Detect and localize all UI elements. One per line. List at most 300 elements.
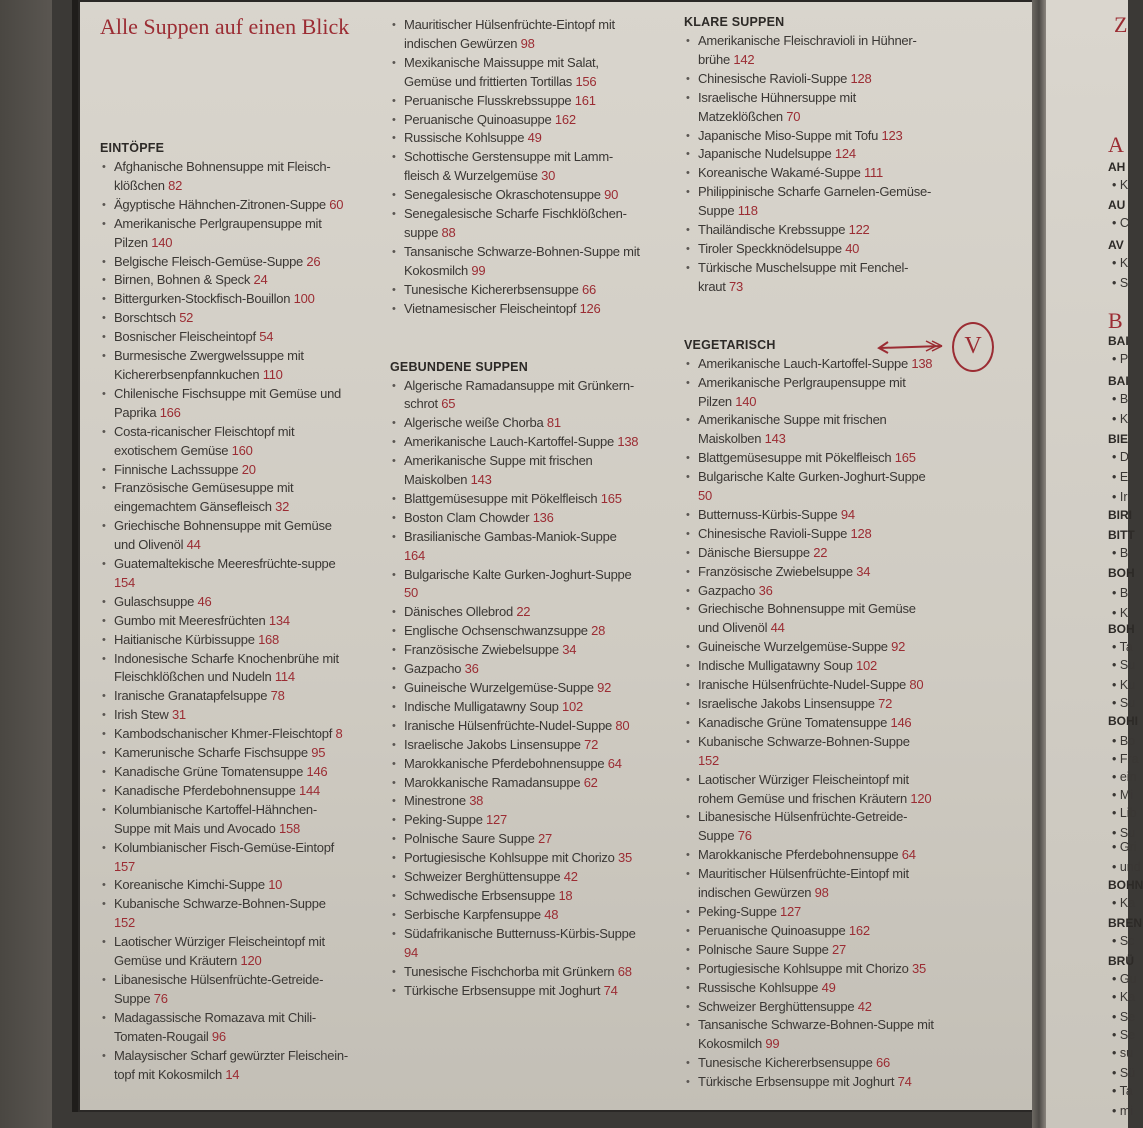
entry-page-number: 30 (541, 168, 556, 184)
entry-page-number: 88 (441, 224, 456, 240)
index-entry (100, 158, 350, 196)
entry-page-number: 34 (856, 563, 871, 579)
entry-page-number: 114 (274, 669, 295, 685)
entry-name: Portugiesische Kohlsuppe mit Chorizo (404, 850, 615, 866)
index-entry (684, 979, 934, 998)
entry-name: Israelische Hühnersuppe mit Matzeklößchen (698, 89, 856, 124)
entry-name: Südafrikanische Butternuss-Kürbis-Suppe (404, 925, 636, 941)
index-entry (684, 506, 934, 525)
entry-name: Chinesische Ravioli-Suppe (698, 70, 848, 86)
entry-page-number: 80 (909, 677, 924, 693)
next-page-heading-fragment: AU (1108, 198, 1126, 212)
index-entry (390, 129, 640, 148)
entry-name: Peking-Suppe (698, 903, 777, 919)
entry-name: Kanadische Pferdebohnensuppe (114, 782, 296, 798)
entry-page-number: 127 (780, 903, 801, 919)
entry-name: Irish Stew (114, 707, 169, 723)
entry-name: Costa-ricanischer Fleischtopf mit exotischem Gemüse (114, 423, 295, 458)
entry-name: Brasilianische Gambas-Maniok-Suppe (404, 528, 617, 544)
index-entry (684, 903, 934, 922)
entry-name: Russische Kohlsuppe (404, 130, 525, 146)
next-page-text-fragment: • Ku (1112, 678, 1136, 692)
entry-page-number: 64 (901, 847, 916, 863)
entry-name: Guineische Wurzelgemüse-Suppe (698, 639, 888, 655)
index-entry (390, 148, 640, 186)
entry-page-number: 154 (114, 574, 135, 590)
entry-page-number: 44 (770, 620, 785, 636)
index-entry (390, 698, 640, 717)
index-entry (684, 468, 934, 506)
entry-name: Tunesische Fischchorba mit Grünkern (404, 963, 615, 979)
next-page-text-fragment: • Su (1112, 826, 1136, 840)
entry-name: Butternuss-Kürbis-Suppe (698, 506, 838, 522)
entry-page-number: 162 (848, 922, 870, 938)
next-page-text-fragment: • Ir (1112, 490, 1128, 504)
index-entry (684, 600, 934, 638)
entry-name: Portugiesische Kohlsuppe mit Chorizo (698, 960, 909, 976)
entry-page-number: 35 (912, 960, 927, 976)
next-page-text-fragment: • Fra (1112, 752, 1139, 766)
entry-page-number: 81 (546, 415, 561, 431)
entry-name: Bittergurken-Stockfisch-Bouillon (114, 291, 291, 307)
entry-name: Malaysischer Scharf gewürzter Fleischein-topf mit Kokosmilch (114, 1047, 348, 1082)
entry-page-number: 36 (464, 661, 479, 677)
entry-name: Blattgemüsesuppe mit Pökelfleisch (698, 450, 892, 466)
entry-page-number: 102 (562, 698, 583, 714)
entry-name: Israelische Jakobs Linsensuppe (698, 696, 875, 711)
entry-name: Peruanische Quinoasuppe (404, 111, 552, 127)
entry-page-number: 62 (583, 774, 598, 790)
entry-name: Russische Kohlsuppe (698, 979, 819, 995)
next-page-text-fragment: • B (1112, 392, 1129, 406)
entry-page-number: 8 (335, 726, 343, 742)
entry-name: Tansanische Schwarze-Bohnen-Suppe mit Kokosmilch (404, 243, 640, 278)
entry-page-number: 128 (850, 525, 872, 541)
book-gutter (1032, 0, 1046, 1128)
entry-name: Japanische Nudelsuppe (698, 146, 832, 162)
entry-name: Dänische Biersuppe (698, 544, 810, 560)
entry-name: Gazpacho (404, 661, 462, 677)
index-entry (684, 240, 934, 259)
entry-name: Marokkanische Pferdebohnensuppe (698, 847, 899, 863)
entry-page-number: 165 (600, 490, 622, 506)
entry-name: Afghanische Bohnensuppe mit Fleischklößchen (114, 159, 331, 193)
entry-name: Amerikanische Perlgraupensuppe mit Pilzen (698, 374, 906, 409)
entry-name: Iranische Granatapfelsuppe (114, 688, 268, 704)
entry-page-number: 160 (231, 442, 253, 458)
index-entry (100, 876, 350, 895)
next-page-heading-fragment: BITT (1108, 528, 1135, 542)
entry-name: Türkische Erbsensuppe mit Joghurt (698, 1074, 895, 1090)
entry-page-number: 168 (258, 631, 280, 647)
next-page-text-fragment: • B (1112, 546, 1129, 560)
entry-page-number: 64 (607, 755, 622, 771)
index-entry (390, 92, 640, 111)
entry-name: Kamerunische Scharfe Fischsuppe (114, 745, 308, 761)
entry-name: Kolumbianischer Fisch-Gemüse-Eintopf (114, 839, 335, 855)
index-entry (100, 253, 350, 272)
entry-name: Laotischer Würziger Fleischeintopf mit Gemüse und Kräutern (114, 934, 325, 969)
next-page-heading-fragment: BOHN (1108, 878, 1143, 892)
vegetarian-v-badge: V (952, 322, 994, 372)
entry-name: Vietnamesischer Fleischeintopf (404, 300, 577, 316)
next-page-text-fragment: • K (1112, 412, 1129, 426)
entry-page-number: 22 (813, 544, 828, 560)
next-page-heading-fragment: BAI (1108, 374, 1129, 388)
index-entry (390, 603, 640, 622)
section-heading: EINTÖPFE (100, 141, 165, 155)
index-entry (100, 895, 350, 933)
entry-name: Indische Mulligatawny Soup (698, 658, 853, 674)
next-page-title: Z (1114, 12, 1128, 37)
entry-page-number: 123 (881, 127, 903, 143)
index-entry (684, 771, 934, 809)
entry-list (684, 355, 934, 1092)
index-entry (100, 461, 350, 480)
entry-page-number: 80 (615, 717, 630, 733)
entry-name: Kolumbianische Kartoffel-Hähnchen-Suppe mit Mais und Avocado (114, 801, 317, 836)
entry-name: Französische Zwiebelsuppe (404, 642, 559, 658)
index-entry (100, 290, 350, 309)
index-entry (100, 687, 350, 706)
entry-page-number: 42 (857, 998, 872, 1014)
index-entry (684, 582, 934, 601)
index-entry (684, 221, 934, 240)
next-page-text-fragment: • Bo (1112, 734, 1136, 748)
next-page-text-fragment: • Ka (1112, 990, 1136, 1004)
entry-name: Bulgarische Kalte Gurken-Joghurt-Suppe (404, 566, 632, 582)
next-page-heading-fragment: BAI (1108, 334, 1129, 348)
entry-page-number: 142 (733, 51, 755, 67)
entry-name: Minestrone (404, 793, 466, 809)
entry-name: Tansanische Schwarze-Bohnen-Suppe mit Kokosmilch (698, 1017, 934, 1052)
entry-name: Guatemaltekische Meeresfrüchte-suppe (114, 556, 336, 572)
entry-page-number: 127 (486, 812, 507, 828)
index-entry (100, 612, 350, 631)
next-page-text-fragment: • Se (1112, 1010, 1136, 1024)
entry-name: Schweizer Berghüttensuppe (404, 869, 561, 885)
entry-page-number: 40 (845, 240, 860, 256)
entry-name: Französische Zwiebelsuppe (698, 563, 853, 579)
entry-page-number: 26 (306, 253, 321, 269)
entry-page-number: 126 (579, 300, 601, 316)
entry-page-number: 98 (814, 885, 829, 901)
entry-page-number: 98 (520, 35, 535, 51)
index-entry (390, 982, 640, 1001)
index-entry (100, 971, 350, 1009)
index-entry (684, 1016, 934, 1054)
index-entry (684, 183, 934, 221)
entry-page-number: 76 (737, 828, 752, 844)
entry-name: Burmesische Zwergwelssuppe mit Kichererbsenpfannkuchen (114, 348, 304, 382)
entry-name: Gumbo mit Meeresfrüchten (114, 612, 266, 628)
entry-page-number: 120 (910, 790, 932, 806)
index-entry (684, 449, 934, 468)
entry-page-number: 134 (268, 612, 290, 628)
index-entry (684, 695, 934, 714)
entry-page-number: 27 (538, 831, 552, 847)
entry-name: Mauritischer Hülsenfrüchte-Eintopf mit indischen Gewürzen (698, 866, 909, 901)
entry-page-number: 152 (114, 915, 135, 931)
entry-name: Amerikanische Lauch-Kartoffel-Suppe (698, 355, 908, 371)
entry-page-number: 96 (211, 1028, 226, 1044)
index-entry (390, 925, 640, 963)
next-page-text-fragment: • su (1112, 1046, 1134, 1060)
index-entry (684, 127, 934, 146)
arrow-icon (876, 338, 950, 358)
index-entry (684, 657, 934, 676)
index-entry (684, 941, 934, 960)
entry-page-number: 74 (603, 982, 618, 998)
entry-page-number: 73 (729, 278, 743, 294)
entry-name: Boston Clam Chowder (404, 509, 530, 525)
entry-name: Türkische Muschelsuppe mit Fenchel-kraut (698, 259, 909, 294)
index-entry (100, 328, 350, 347)
next-page-heading-fragment: BIRI (1108, 508, 1132, 522)
entry-page-number: 36 (758, 582, 773, 598)
entry-page-number: 22 (516, 604, 531, 620)
index-entry (390, 490, 640, 509)
index-entry (390, 243, 640, 281)
entry-page-number: 32 (275, 499, 290, 515)
entry-name: Polnische Saure Suppe (404, 831, 535, 847)
index-entry (390, 528, 640, 566)
index-section (390, 16, 640, 319)
entry-list (100, 158, 350, 1084)
index-entry (390, 830, 640, 849)
index-entry (100, 933, 350, 971)
index-entry (684, 960, 934, 979)
index-entry (390, 622, 640, 641)
next-page-text-fragment: • ein (1112, 770, 1137, 784)
index-entry (390, 660, 640, 679)
entry-page-number: 49 (527, 130, 542, 146)
entry-page-number: 140 (735, 393, 757, 409)
entry-page-number: 50 (698, 488, 712, 504)
page-title: Alle Suppen auf einen Blick (100, 14, 350, 39)
entry-page-number: 10 (268, 877, 283, 893)
entry-name: Kubanische Schwarze-Bohnen-Suppe (114, 896, 326, 912)
entry-page-number: 28 (591, 623, 606, 639)
entry-page-number: 68 (617, 963, 632, 979)
index-column-1 (100, 140, 350, 1084)
entry-name: Japanische Miso-Suppe mit Tofu (698, 127, 879, 143)
entry-name: Mexikanische Maissuppe mit Salat, Gemüse und frittierten Tortillas (404, 54, 599, 89)
entry-page-number: 35 (618, 850, 633, 866)
entry-name: Englische Ochsenschwanzsuppe (404, 623, 588, 639)
entry-page-number: 82 (168, 177, 183, 193)
entry-page-number: 20 (241, 461, 256, 477)
next-page-text-fragment: • Gri (1112, 840, 1137, 854)
index-entry (684, 846, 934, 865)
index-entry (100, 782, 350, 801)
entry-name: Haitianische Kürbissuppe (114, 631, 255, 647)
next-page-text-fragment: • Lib (1112, 806, 1137, 820)
index-entry (390, 717, 640, 736)
entry-name: Koreanische Wakamé-Suppe (698, 165, 861, 181)
index-section (684, 14, 934, 297)
entry-name: Libanesische Hülsenfrüchte-Getreide-Suppe (698, 809, 908, 844)
index-entry (100, 1047, 350, 1085)
index-entry (390, 755, 640, 774)
index-entry (100, 763, 350, 782)
next-page-text-fragment: • Ta (1112, 1084, 1133, 1098)
entry-name: Bulgarische Kalte Gurken-Joghurt-Suppe (698, 469, 926, 485)
index-column-3 (684, 14, 934, 1092)
entry-page-number: 138 (911, 355, 933, 371)
index-entry (684, 70, 934, 89)
entry-name: Mauritischer Hülsenfrüchte-Eintopf mit indischen Gewürzen (404, 17, 615, 51)
next-page-heading-fragment: BIE (1108, 432, 1129, 446)
index-entry (390, 205, 640, 243)
entry-page-number: 158 (279, 820, 300, 836)
entry-page-number: 146 (306, 764, 328, 779)
entry-name: Kanadische Grüne Tomatensuppe (698, 714, 888, 730)
entry-page-number: 66 (876, 1055, 890, 1071)
next-page-text-fragment: • B (1112, 586, 1129, 600)
entry-page-number: 152 (698, 752, 719, 768)
next-page-heading-fragment: AH (1108, 160, 1126, 174)
entry-name: Blattgemüsesuppe mit Pökelfleisch (404, 490, 598, 506)
entry-page-number: 161 (574, 92, 596, 108)
entry-page-number: 156 (575, 73, 597, 89)
index-entry (390, 849, 640, 868)
index-entry (684, 998, 934, 1017)
entry-page-number: 140 (151, 234, 173, 250)
index-entry (100, 215, 350, 253)
index-entry (390, 186, 640, 205)
index-entry (390, 963, 640, 982)
next-page-heading-fragment: BREN (1108, 916, 1143, 930)
entry-page-number: 124 (834, 146, 856, 162)
entry-page-number: 76 (153, 990, 168, 1006)
entry-name: Kanadische Grüne Tomatensuppe (114, 764, 304, 779)
entry-page-number: 38 (469, 793, 484, 809)
entry-name: Schwedische Erbsensuppe (404, 887, 556, 903)
index-entry (390, 433, 640, 452)
entry-name: Türkische Erbsensuppe mit Joghurt (404, 982, 601, 998)
next-page-heading-fragment: BOHI (1108, 714, 1138, 728)
entry-page-number: 18 (558, 887, 573, 903)
entry-name: Senegalesische Scharfe Fischklößchen-suppe (404, 206, 627, 240)
index-entry (390, 300, 640, 319)
entry-name: Guineische Wurzelgemüse-Suppe (404, 680, 594, 695)
index-entry (684, 922, 934, 941)
entry-page-number: 78 (270, 688, 285, 704)
entry-page-number: 144 (299, 782, 320, 798)
entry-name: Peruanische Flusskrebssuppe (404, 92, 572, 108)
next-page-text-fragment: • E (1112, 470, 1129, 484)
next-page-heading-fragment: BOH (1108, 566, 1135, 580)
next-page-text-fragment: • K (1112, 256, 1129, 270)
index-entry (390, 792, 640, 811)
entry-page-number: 50 (404, 585, 418, 601)
entry-page-number: 162 (554, 111, 576, 127)
index-section (100, 140, 350, 1084)
section-heading: VEGETARISCH (684, 337, 776, 352)
entry-name: Koreanische Kimchi-Suppe (114, 877, 265, 893)
entry-name: Belgische Fleisch-Gemüse-Suppe (114, 253, 304, 269)
next-page-text-fragment: • Sc (1112, 934, 1135, 948)
entry-name: Kambodschanischer Khmer-Fleischtopf (114, 726, 333, 742)
index-entry (100, 593, 350, 612)
index-entry (684, 865, 934, 903)
entry-name: Tiroler Speckknödelsuppe (698, 240, 842, 256)
entry-page-number: 120 (240, 953, 262, 969)
index-entry (390, 679, 640, 698)
next-page-text-fragment: • K (1112, 606, 1129, 620)
next-page-text-fragment: • Se (1112, 1028, 1136, 1042)
index-entry (100, 744, 350, 763)
index-entry (390, 906, 640, 925)
index-entry (684, 714, 934, 733)
section-heading: GEBUNDENE SUPPEN (390, 359, 528, 374)
entry-page-number: 157 (114, 858, 135, 874)
index-entry (390, 414, 640, 433)
index-entry (684, 1054, 934, 1073)
entry-page-number: 60 (329, 196, 344, 212)
index-entry (390, 377, 640, 415)
entry-page-number: 74 (897, 1074, 912, 1090)
next-page-heading-fragment: BRÜ (1108, 954, 1134, 968)
entry-name: Bosnischer Fleischeintopf (114, 329, 256, 345)
index-entry (684, 808, 934, 846)
next-page-edge (1046, 0, 1143, 1128)
next-page-text-fragment: • Ka (1112, 896, 1136, 910)
index-entry (390, 54, 640, 92)
index-entry (100, 271, 350, 290)
entry-page-number: 27 (832, 941, 846, 957)
entry-name: Gazpacho (698, 582, 756, 598)
next-page-heading-fragment: BOH (1108, 622, 1135, 636)
entry-page-number: 100 (293, 291, 315, 307)
index-entry (100, 801, 350, 839)
index-entry (390, 868, 640, 887)
entry-name: Marokkanische Ramadansuppe (404, 774, 581, 790)
next-page-text-fragment: • C (1112, 216, 1129, 230)
entry-name: Amerikanische Suppe mit frischen Maiskolben (698, 412, 887, 447)
entry-page-number: 164 (404, 547, 425, 563)
next-page-text-fragment: • S (1112, 276, 1129, 290)
index-entry (390, 887, 640, 906)
entry-page-number: 42 (563, 869, 578, 885)
entry-page-number: 65 (441, 396, 456, 412)
index-entry (684, 733, 934, 771)
entry-page-number: 99 (471, 262, 486, 278)
index-entry (684, 525, 934, 544)
entry-page-number: 49 (821, 979, 836, 995)
index-entry (100, 423, 350, 461)
index-entry (390, 509, 640, 528)
left-book-edge (0, 0, 52, 1128)
index-entry (684, 411, 934, 449)
index-entry (684, 638, 934, 657)
entry-page-number: 46 (197, 593, 212, 609)
next-page-letter: B (1108, 308, 1123, 333)
entry-name: Gulaschsuppe (114, 593, 195, 609)
next-page-text-fragment: • Su (1112, 658, 1136, 672)
entry-name: Polnische Saure Suppe (698, 941, 829, 957)
index-section (684, 337, 934, 1092)
entry-page-number: 34 (562, 642, 577, 658)
index-entry (100, 706, 350, 725)
entry-name: Indische Mulligatawny Soup (404, 698, 559, 714)
entry-page-number: 166 (159, 404, 181, 420)
entry-name: Amerikanische Fleischravioli in Hühner-brühe (698, 33, 917, 67)
entry-page-number: 128 (850, 70, 872, 86)
entry-name: Amerikanische Suppe mit frischen Maiskolben (404, 453, 593, 488)
entry-page-number: 31 (171, 707, 186, 723)
